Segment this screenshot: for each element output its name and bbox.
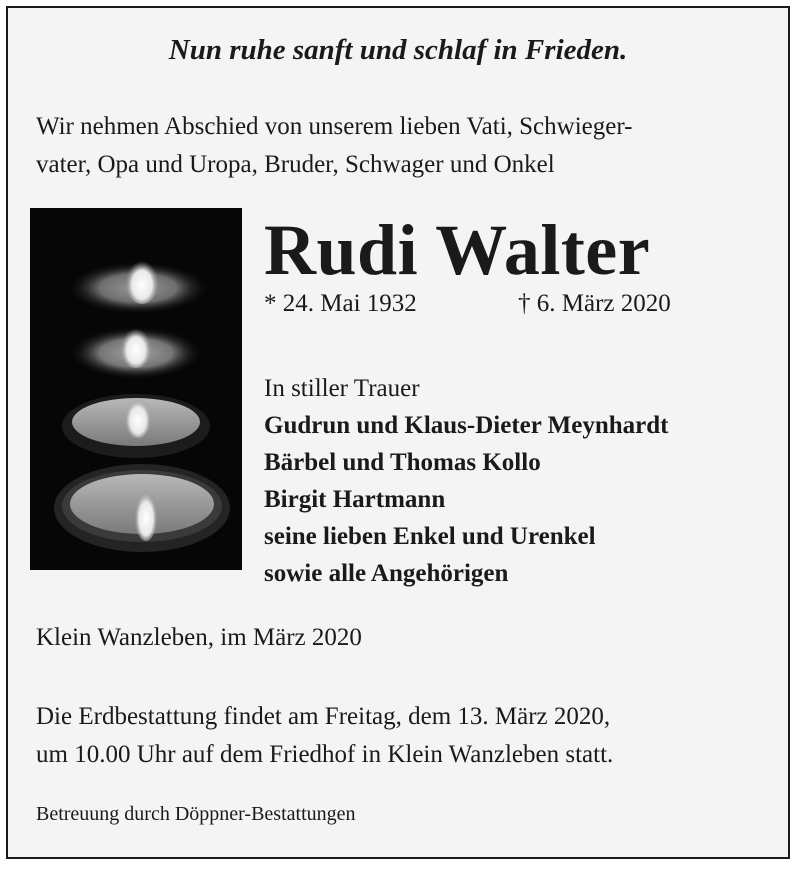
mourner-name: Birgit Hartmann	[264, 486, 446, 513]
death-date: † 6. März 2020	[518, 290, 671, 317]
obituary-notice	[6, 6, 790, 859]
undertaker-note: Betreuung durch Döppner-Bestattungen	[36, 803, 356, 825]
mourning-heading: In stiller Trauer	[264, 375, 420, 402]
place-date: Klein Wanzleben, im März 2020	[36, 624, 362, 651]
mourner-name: sowie alle Angehörigen	[264, 560, 509, 587]
funeral-line: Die Erdbestattung findet am Freitag, dem 13. März 2020,	[36, 703, 611, 730]
intro-line: Wir nehmen Abschied von unserem lieben Vati, Schwieger-	[36, 113, 633, 140]
mourner-name: Gudrun und Klaus-Dieter Meynhardt	[264, 412, 669, 439]
candles-image	[30, 208, 242, 570]
deceased-name: Rudi Walter	[264, 210, 651, 290]
motto: Nun ruhe sanft und schlaf in Frieden.	[168, 34, 628, 66]
mourners-block	[264, 370, 668, 592]
intro-text	[36, 108, 768, 184]
mourner-name: Bärbel und Thomas Kollo	[264, 449, 541, 476]
funeral-info	[36, 698, 768, 774]
mourner-name: seine lieben Enkel und Urenkel	[264, 523, 596, 550]
intro-line: vater, Opa und Uropa, Bruder, Schwager und Onkel	[36, 151, 555, 178]
birth-date: * 24. Mai 1932	[264, 290, 417, 317]
funeral-line: um 10.00 Uhr auf dem Friedhof in Klein Wanzleben statt.	[36, 741, 614, 768]
